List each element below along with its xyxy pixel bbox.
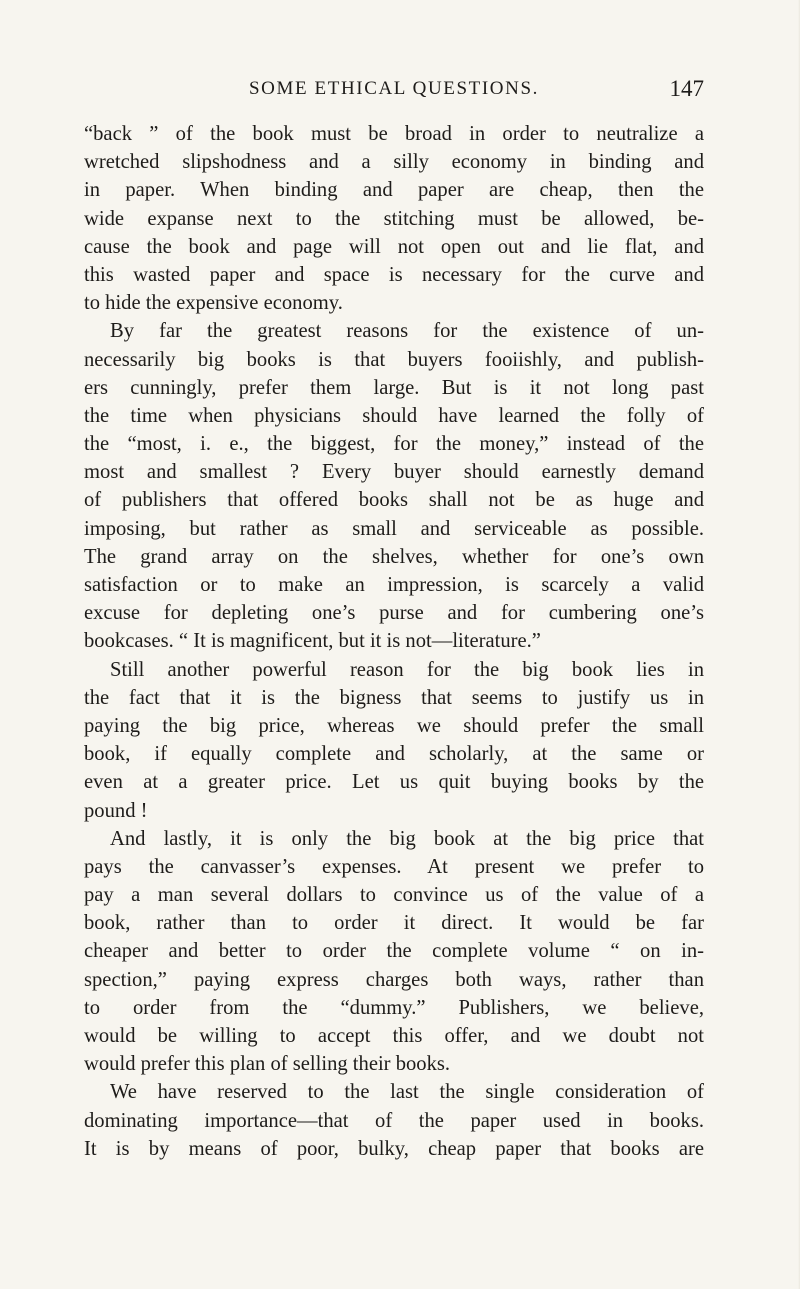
text-line: By far the greatest reasons for the existence of un- bbox=[110, 320, 704, 343]
text-line: the fact that it is the bigness that seems to justify us in bbox=[84, 686, 704, 709]
text-line: to order from the “dummy.” Publishers, we believe, bbox=[84, 996, 704, 1019]
text-line: spection,” paying express charges both ways, rather than bbox=[84, 968, 704, 991]
text-line: pay a man several dollars to convince us of the value of a bbox=[84, 884, 704, 907]
text-line: dominating importance—that of the paper used in books. bbox=[84, 1109, 704, 1132]
text-line: cause the book and page will not open out and lie flat, and bbox=[84, 235, 704, 258]
text-line: excuse for depleting one’s purse and for cumbering one’s bbox=[84, 602, 704, 625]
text-line: And lastly, it is only the big book at the big price that bbox=[110, 827, 704, 850]
text-line: It is by means of poor, bulky, cheap paper that books are bbox=[84, 1137, 704, 1160]
body-text bbox=[84, 120, 704, 1163]
text-line: pays the canvasser’s expenses. At present we prefer to bbox=[84, 855, 704, 878]
text-line: pound ! bbox=[84, 799, 148, 822]
text-line: bookcases. “ It is magnificent, but it is not—literature.” bbox=[84, 630, 541, 653]
text-line: wide expanse next to the stitching must be allowed, be- bbox=[84, 207, 704, 230]
text-line: most and smallest ? Every buyer should earnestly demand bbox=[84, 461, 704, 484]
text-line: cheaper and better to order the complete volume “ on in- bbox=[84, 940, 704, 963]
running-head bbox=[84, 76, 704, 106]
text-line: to hide the expensive economy. bbox=[84, 292, 343, 315]
text-line: imposing, but rather as small and serviceable as possible. bbox=[84, 517, 704, 540]
text-line: paying the big price, whereas we should prefer the small bbox=[84, 714, 704, 737]
text-line: even at a greater price. Let us quit buying books by the bbox=[84, 771, 704, 794]
text-line: necessarily big books is that buyers fooiishly, and publish- bbox=[84, 348, 704, 371]
text-line: book, rather than to order it direct. It would be far bbox=[84, 912, 704, 935]
text-line: ers cunningly, prefer them large. But is it not long past bbox=[84, 376, 704, 399]
text-line: would prefer this plan of selling their books. bbox=[84, 1053, 451, 1076]
running-title: SOME ETHICAL QUESTIONS. bbox=[249, 78, 539, 99]
text-line: this wasted paper and space is necessary for the curve and bbox=[84, 263, 704, 286]
text-line: book, if equally complete and scholarly, at the same or bbox=[84, 743, 704, 766]
text-line: We have reserved to the last the single consideration of bbox=[110, 1081, 704, 1104]
text-line: the “most, i. e., the biggest, for the money,” instead of the bbox=[84, 433, 704, 456]
text-line: satisfaction or to make an impression, is scarcely a valid bbox=[84, 574, 704, 596]
text-line: in paper. When binding and paper are cheap, then the bbox=[84, 179, 704, 202]
text-line: would be willing to accept this offer, and we doubt not bbox=[84, 1025, 704, 1047]
text-line: of publishers that offered books shall not be as huge and bbox=[84, 489, 704, 512]
text-line: “back ” of the book must be broad in order to neutralize a bbox=[84, 123, 704, 145]
text-line: wretched slipshodness and a silly economy in binding and bbox=[84, 151, 704, 174]
page-number: 147 bbox=[669, 76, 704, 101]
text-line: The grand array on the shelves, whether for one’s own bbox=[84, 545, 704, 568]
text-line: the time when physicians should have learned the folly of bbox=[84, 404, 704, 427]
text-line: Still another powerful reason for the big book lies in bbox=[110, 658, 704, 681]
